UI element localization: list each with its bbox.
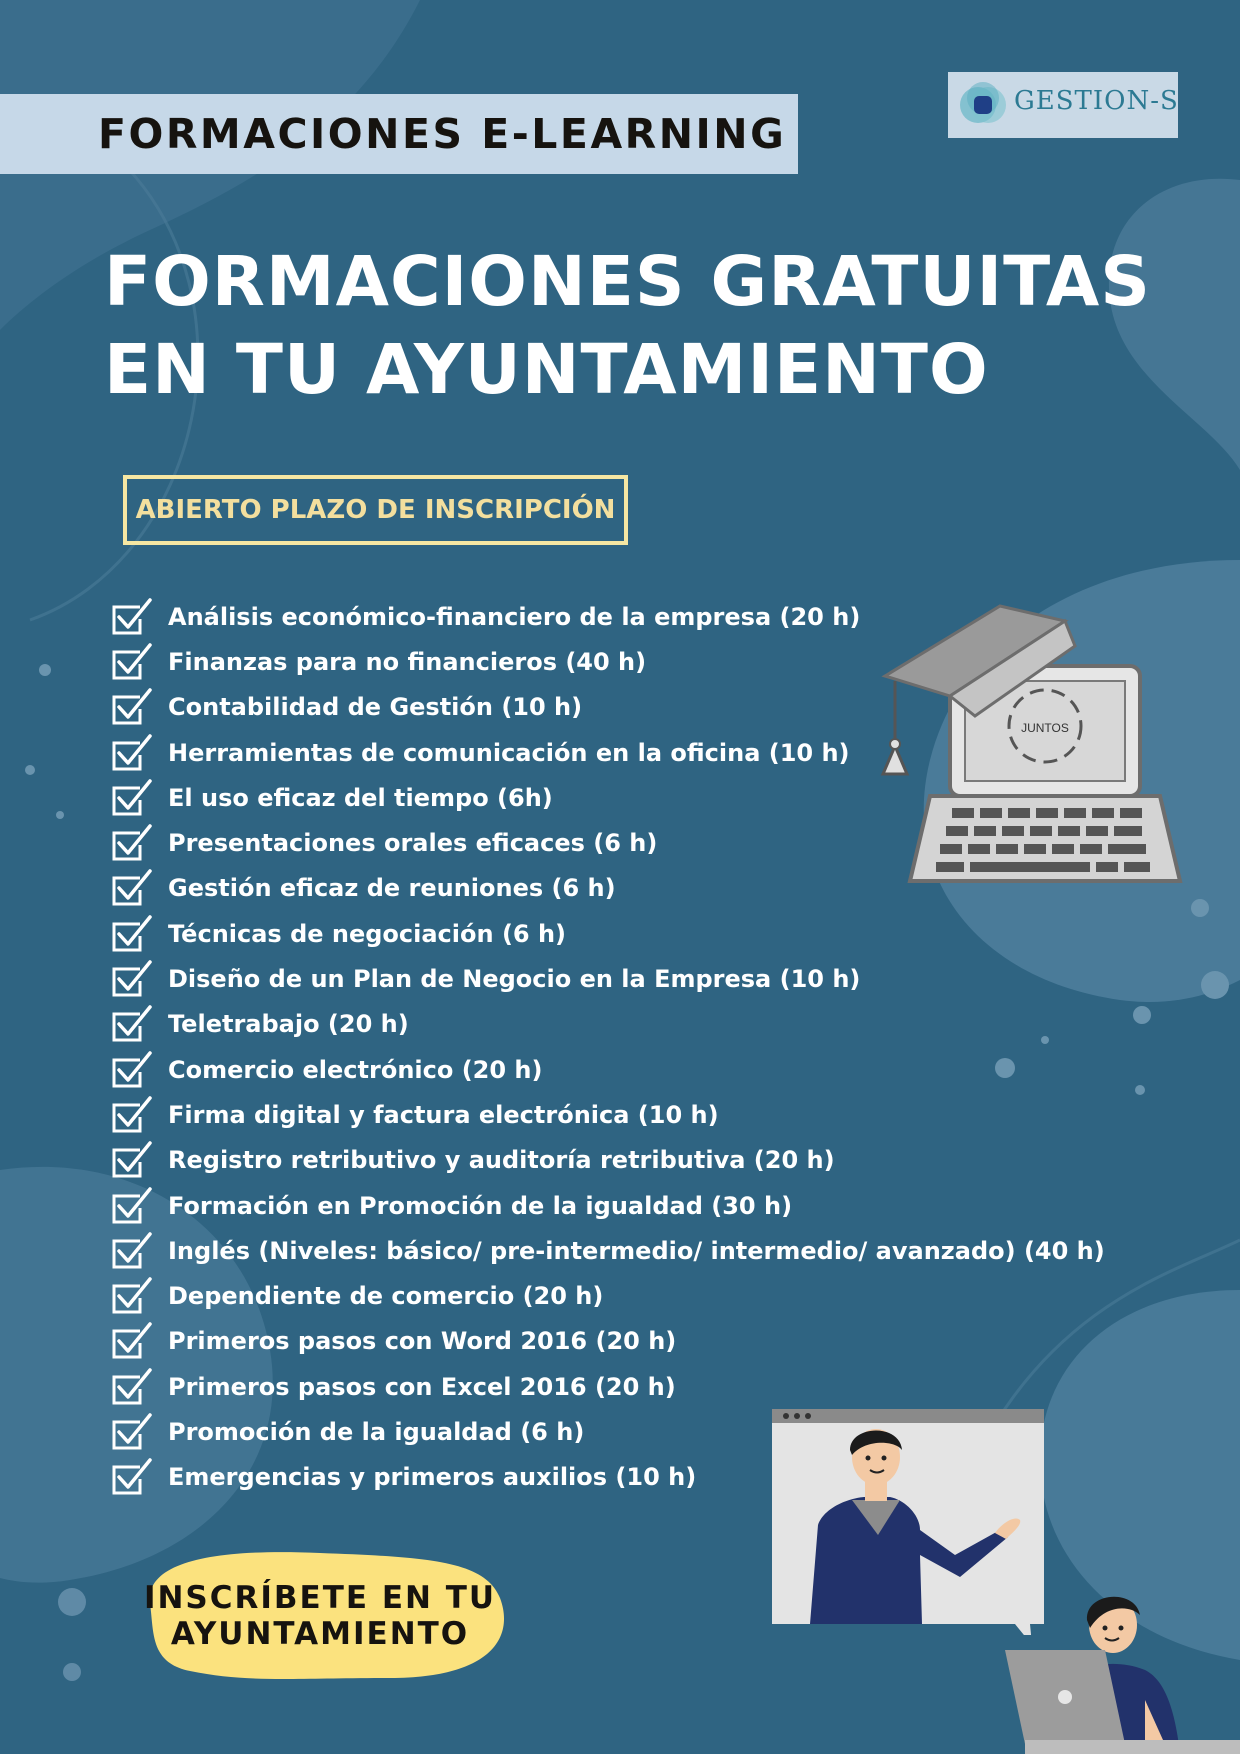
gestion-s-logo-icon bbox=[954, 76, 1012, 134]
course-label: Formación en Promoción de la igualdad (30 h) bbox=[168, 1191, 793, 1220]
course-label: Firma digital y factura electrónica (10 h) bbox=[168, 1100, 719, 1129]
course-item bbox=[110, 1047, 1105, 1092]
course-item bbox=[110, 1002, 1105, 1047]
checkbox-checked-icon bbox=[110, 687, 154, 727]
checkbox-checked-icon bbox=[110, 778, 154, 818]
checkbox-checked-icon bbox=[110, 642, 154, 682]
course-label: Dependiente de comercio (20 h) bbox=[168, 1282, 604, 1311]
register-call-to-action bbox=[130, 1580, 510, 1652]
course-item bbox=[110, 1092, 1105, 1137]
course-label: Herramientas de comunicación en la oficina (10 h) bbox=[168, 738, 850, 767]
checkbox-checked-icon bbox=[110, 1412, 154, 1452]
course-label: Técnicas de negociación (6 h) bbox=[168, 919, 567, 948]
cta-line-2: AYUNTAMIENTO bbox=[170, 1616, 470, 1652]
course-label: Análisis económico-financiero de la empresa (20 h) bbox=[168, 602, 861, 631]
course-label: Gestión eficaz de reuniones (6 h) bbox=[168, 874, 616, 903]
checkbox-checked-icon bbox=[110, 868, 154, 908]
course-item bbox=[110, 1228, 1105, 1273]
checkbox-checked-icon bbox=[110, 733, 154, 773]
checkbox-checked-icon bbox=[110, 1321, 154, 1361]
course-label: El uso eficaz del tiempo (6h) bbox=[168, 783, 553, 812]
title-line-2: EN TU AYUNTAMIENTO bbox=[104, 330, 989, 410]
banner-label: FORMACIONES E-LEARNING bbox=[98, 110, 787, 158]
course-item bbox=[110, 956, 1105, 1001]
course-item bbox=[110, 1364, 1105, 1409]
checkbox-checked-icon bbox=[110, 1140, 154, 1180]
checkbox-checked-icon bbox=[110, 1231, 154, 1271]
laptop-screen-logo-text: JUNTOS bbox=[1021, 721, 1069, 735]
checkbox-checked-icon bbox=[110, 597, 154, 637]
top-banner bbox=[0, 94, 798, 174]
checkbox-checked-icon bbox=[110, 914, 154, 954]
course-label: Finanzas para no financieros (40 h) bbox=[168, 647, 647, 676]
checkbox-checked-icon bbox=[110, 1095, 154, 1135]
cta-line-1: INSCRÍBETE EN TU bbox=[143, 1580, 497, 1616]
course-item bbox=[110, 1138, 1105, 1183]
course-label: Teletrabajo (20 h) bbox=[168, 1010, 409, 1039]
student-laptop-icon bbox=[995, 1570, 1240, 1754]
checkbox-checked-icon bbox=[110, 1050, 154, 1090]
course-label: Presentaciones orales eficaces (6 h) bbox=[168, 829, 658, 858]
course-item bbox=[110, 1273, 1105, 1318]
checkbox-checked-icon bbox=[110, 1457, 154, 1497]
course-item bbox=[110, 911, 1105, 956]
course-label: Diseño de un Plan de Negocio en la Empresa (10 h) bbox=[168, 965, 861, 994]
course-label: Contabilidad de Gestión (10 h) bbox=[168, 693, 583, 722]
title-line-1: FORMACIONES GRATUITAS bbox=[104, 242, 1151, 322]
checkbox-checked-icon bbox=[110, 1276, 154, 1316]
logo-text: GESTION-S bbox=[1014, 86, 1179, 116]
checkbox-checked-icon bbox=[110, 1004, 154, 1044]
course-label: Comercio electrónico (20 h) bbox=[168, 1055, 543, 1084]
course-item bbox=[110, 1319, 1105, 1364]
course-label: Promoción de la igualdad (6 h) bbox=[168, 1417, 585, 1446]
course-label: Registro retributivo y auditoría retributiva (20 h) bbox=[168, 1146, 835, 1175]
course-label: Inglés (Niveles: básico/ pre-intermedio/ intermedio/ avanzado) (40 h) bbox=[168, 1236, 1105, 1265]
checkbox-checked-icon bbox=[110, 959, 154, 999]
logo bbox=[948, 72, 1178, 138]
checkbox-checked-icon bbox=[110, 1367, 154, 1407]
checkbox-checked-icon bbox=[110, 1186, 154, 1226]
page-title bbox=[104, 238, 1151, 414]
status-label: ABIERTO PLAZO DE INSCRIPCIÓN bbox=[135, 495, 616, 525]
status-badge bbox=[123, 475, 628, 545]
graduation-cap-laptop-icon bbox=[880, 586, 1190, 896]
checkbox-checked-icon bbox=[110, 823, 154, 863]
course-label: Emergencias y primeros auxilios (10 h) bbox=[168, 1463, 697, 1492]
course-item bbox=[110, 1183, 1105, 1228]
course-label: Primeros pasos con Excel 2016 (20 h) bbox=[168, 1372, 676, 1401]
course-label: Primeros pasos con Word 2016 (20 h) bbox=[168, 1327, 677, 1356]
